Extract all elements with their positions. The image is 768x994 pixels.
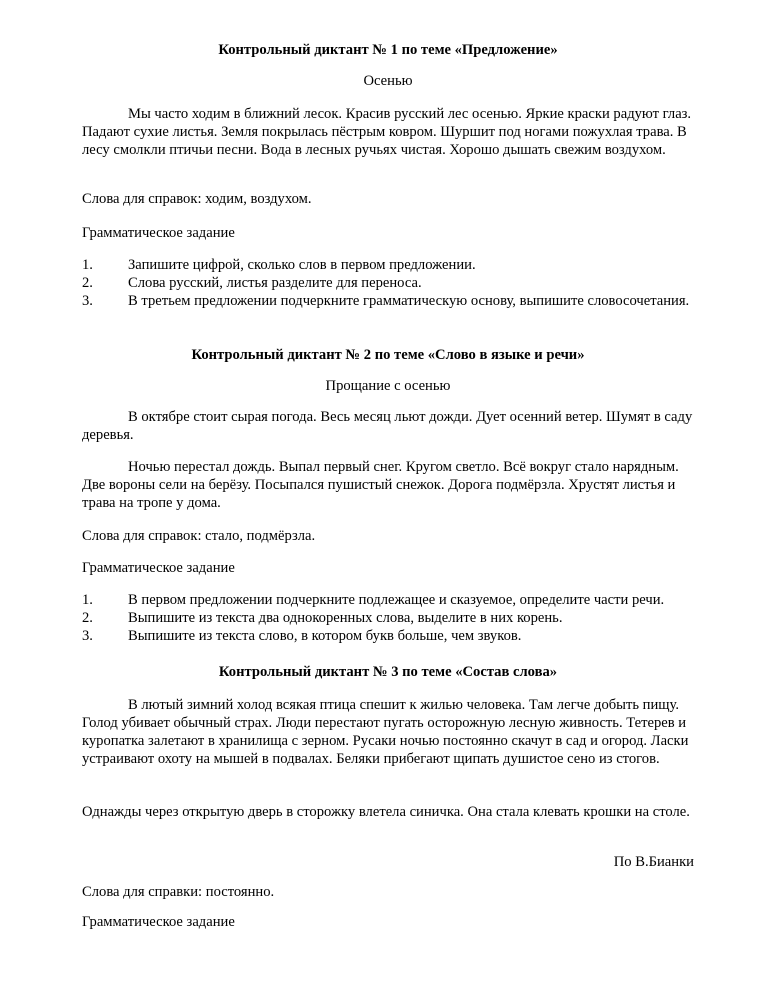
task-item [82,591,694,609]
task-number: 2. [82,275,93,291]
task-item [82,274,694,292]
task-number: 1. [82,257,93,273]
task-item [82,609,694,627]
dictation-2-grammar-heading: Грамматическое задание [82,560,235,576]
task-item [82,292,694,310]
task-number: 2. [82,610,93,626]
task-text: Запишите цифрой, сколько слов в первом предложении. [128,257,476,273]
dictation-2-reference: Слова для справок: стало, подмёрзла. [82,528,316,544]
dictation-1-tasks [82,256,694,310]
dictation-3-author: По В.Бианки [613,854,694,870]
dictation-2-title: Контрольный диктант № 2 по теме «Слово в языке и речи» [191,347,585,363]
task-text: Выпишите из текста два однокоренных слова, выделите в них корень. [128,610,563,626]
task-text: В третьем предложении подчеркните грамматическую основу, выпишите словосочетания. [128,293,690,309]
dictation-1-title: Контрольный диктант № 1 по теме «Предложение» [218,42,558,58]
dictation-2-subtitle: Прощание с осенью [325,378,451,394]
dictation-2-tasks [82,591,694,645]
task-item [82,627,694,645]
dictation-1-subtitle: Осенью [363,73,413,89]
dictation-3-paragraph-2: Однажды через открытую дверь в сторожку влетела синичка. Она стала клевать крошки на столе. [82,804,690,820]
task-item [82,256,694,274]
dictation-3-reference: Слова для справки: постоянно. [82,884,275,900]
task-text: Слова русский, листья разделите для переноса. [128,275,422,291]
dictation-1-reference: Слова для справок: ходим, воздухом. [82,191,312,207]
dictation-3-grammar-heading: Грамматическое задание [82,914,235,930]
task-number: 3. [82,628,93,644]
dictation-1-grammar-heading: Грамматическое задание [82,225,235,241]
dictation-1-text: Мы часто ходим в ближний лесок. Красив русский лес осенью. Яркие краски радуют глаз. Падают сухие листья. Земля покрылась пёстрым ковром. Шуршит под ногами пожухлая трава. В лесу смолкли птичьи песни. Вода в лесных ручьях чистая. Хорошо дышать свежим воздухом. [82,106,692,158]
task-number: 3. [82,293,93,309]
task-number: 1. [82,592,93,608]
task-text: В первом предложении подчеркните подлежащее и сказуемое, определите части речи. [128,592,665,608]
dictation-2-paragraph-1: В октябре стоит сырая погода. Весь месяц льют дожди. Дует осенний ветер. Шумят в саду деревья. [82,409,693,443]
task-text: Выпишите из текста слово, в котором букв больше, чем звуков. [128,628,522,644]
dictation-3-paragraph-1: В лютый зимний холод всякая птица спешит к жилью человека. Там легче добыть пищу. Голод убивает обычный страх. Люди перестают пугать осторожную лесную живность. Тетерев и куропатка залетают в хранилища с зерном. Русаки ночью постоянно скачут в сад и огород. Ласки устраивают охоту на мышей в подвалах. Беляки прибегают щипать душистое сено из стогов. [82,697,689,767]
dictation-2-paragraph-2: Ночью перестал дождь. Выпал первый снег. Кругом светло. Всё вокруг стало нарядным. Две вороны сели на берёзу. Посыпался пушистый снежок. Дорога подмёрзла. Хрустят листья и трава на тропе у дома. [82,459,679,511]
dictation-3-title: Контрольный диктант № 3 по теме «Состав слова» [218,664,558,680]
